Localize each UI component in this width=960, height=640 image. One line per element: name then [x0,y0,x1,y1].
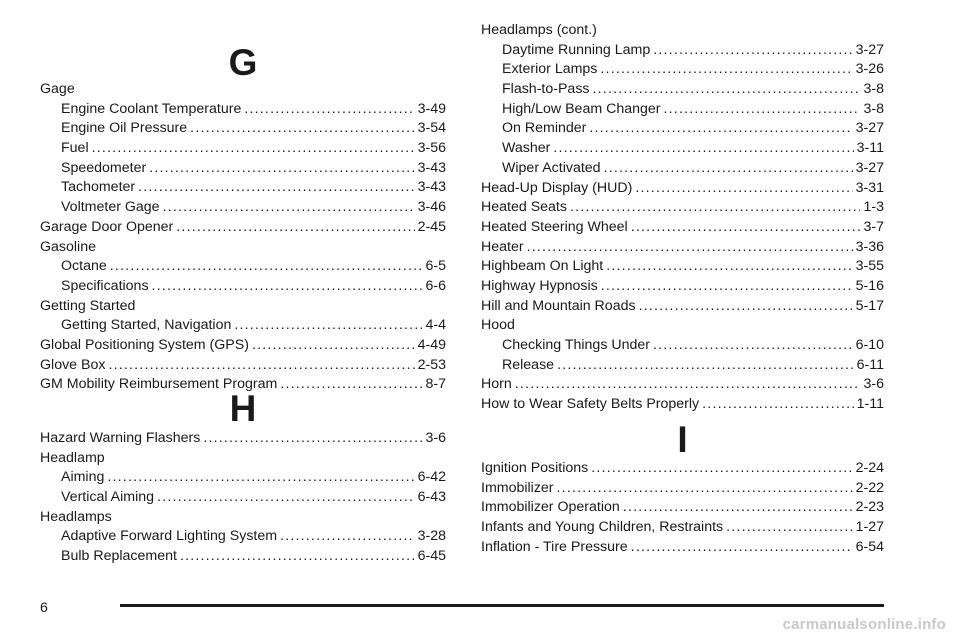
dot-leader [157,488,415,508]
index-entry [481,459,884,479]
entry-text: Checking Things Under [502,337,650,353]
index-entry [40,356,446,376]
entry-page: 6-42 [417,469,446,486]
index-subentry [40,547,446,567]
index-entry [481,375,884,395]
footer-rule [120,604,884,607]
entry-text: Heated Seats [481,199,567,216]
index-subentry [40,527,446,547]
entry-page: 3-28 [417,528,446,545]
dot-leader [176,218,414,238]
entry-page: 3-27 [855,120,884,137]
entry-page: 6-54 [855,538,884,555]
watermark: carmanualsonline.info [782,616,946,633]
dot-leader [557,479,853,499]
entry-page: 5-16 [855,277,884,294]
index-subentry [481,41,884,61]
index-entry [481,498,884,518]
entry-page: 3-46 [417,199,446,216]
dot-leader [234,316,422,336]
entry-page: 6-11 [856,356,884,373]
index-heading: Getting Started [40,297,136,314]
dot-leader [163,198,415,218]
index-entry [481,277,884,297]
index-subentry [40,277,446,297]
entry-text: Washer [502,140,551,157]
entry-page: 3-55 [855,258,884,275]
dot-leader [600,60,852,80]
index-subentry [481,80,884,100]
dot-leader [664,100,861,120]
entry-text: Ignition Positions [481,460,589,476]
entry-page: 2-53 [417,356,446,373]
entry-text: Speedometer [61,159,147,176]
dot-leader [639,297,853,317]
entry-page: 3-43 [417,159,446,176]
entry-text: Exterior Lamps [502,61,598,78]
dot-leader [108,356,414,376]
page-number: 6 [40,600,48,616]
entry-text: Horn [481,376,512,393]
index-entry [481,218,884,238]
entry-page: 4-4 [425,317,446,334]
entry-page: 3-8 [863,81,884,98]
entry-page: 6-6 [425,277,446,294]
entry-text: Tachometer [61,179,136,196]
dot-leader [589,119,852,139]
entry-page: 3-54 [417,120,446,137]
entry-text: Head-Up Display (HUD) [481,179,633,196]
index-subentry [40,468,446,488]
dot-leader [702,395,854,415]
entry-text: Highbeam On Light [481,258,604,275]
index-subentry [481,60,884,80]
entry-text: On Reminder [502,120,587,137]
entry-text: Inflation - Tire Pressure [481,538,628,555]
entry-text: Wiper Activated [502,159,601,176]
index-entry [481,198,884,218]
index-subentry [40,198,446,218]
entry-page: 2-22 [855,479,884,496]
index-list [481,459,884,557]
entry-text: Glove Box [40,356,106,373]
entry-text: Specifications [61,277,149,294]
entry-text: GM Mobility Reimbursement Program [40,376,278,393]
dot-leader [604,159,853,179]
section-letter: G [228,42,258,83]
entry-text: Engine Coolant Temperature [61,100,242,117]
index-entry [481,518,884,538]
dot-leader [107,468,414,488]
dot-leader [601,277,853,297]
entry-text: Engine Oil Pressure [61,120,188,137]
entry-page: 6-45 [417,548,446,565]
dot-leader [606,257,852,277]
index-subentry [40,257,446,277]
dot-leader [138,178,414,198]
entry-page: 3-7 [863,218,884,235]
entry-page: 1-27 [855,519,884,536]
dot-leader [635,179,852,199]
entry-text: Getting Started, Navigation [61,317,232,334]
dot-leader [631,538,853,558]
entry-page: 3-31 [855,179,884,196]
dot-leader [203,429,422,449]
dot-leader [653,41,852,61]
entry-text: Aiming [61,469,105,486]
entry-page: 3-6 [863,376,884,393]
index-entry [481,238,884,258]
index-entry [481,395,884,415]
entry-text: Heated Steering Wheel [481,218,628,235]
entry-page: 1-11 [856,396,884,413]
index-subentry [40,100,446,120]
dot-leader [515,375,861,395]
entry-page: 3-6 [425,430,446,446]
entry-text: High/Low Beam Changer [502,100,661,117]
entry-text: Voltmeter Gage [61,199,160,216]
index-heading: Gage [40,81,75,97]
dot-leader [92,139,415,159]
entry-page: 2-24 [855,460,884,476]
index-heading: Headlamp [40,449,105,466]
index-entry [40,336,446,356]
index-entry [481,538,884,558]
index-subentry [481,139,884,159]
dot-leader [190,119,414,139]
index-subentry [481,336,884,356]
index-list [40,429,446,567]
index-heading: Hood [481,317,515,334]
entry-page: 6-5 [425,258,446,275]
entry-text: Hill and Mountain Roads [481,297,636,314]
dot-leader [553,139,853,159]
entry-text: How to Wear Safety Belts Properly [481,396,700,413]
index-entry [481,479,884,499]
index-subentry [40,488,446,508]
dot-leader [152,277,423,297]
index-subentry [40,159,446,179]
dot-leader [631,218,861,238]
entry-page: 3-8 [863,100,884,117]
entry-text: Global Positioning System (GPS) [40,336,249,353]
entry-text: Adaptive Forward Lighting System [61,528,278,545]
entry-text: Daytime Running Lamp [502,41,651,58]
entry-page: 3-43 [417,179,446,196]
entry-page: 1-3 [863,199,884,216]
entry-text: Bulb Replacement [61,548,177,565]
dot-leader [570,198,861,218]
index-heading: Gasoline [40,238,96,255]
index-list [40,80,446,395]
index-subentry [40,119,446,139]
entry-page: 3-56 [417,140,446,157]
entry-page: 4-49 [417,336,446,353]
index-subentry [40,139,446,159]
dot-leader [280,527,415,547]
entry-text: Vertical Aiming [61,489,155,506]
entry-page: 2-45 [417,218,446,235]
index-subentry [40,178,446,198]
entry-text: Release [502,356,555,373]
entry-text: Heater [481,238,524,255]
entry-text: Flash-to-Pass [502,81,590,98]
index-subentry [481,100,884,120]
entry-text: Infants and Young Children, Restraints [481,519,724,536]
entry-page: 2-23 [855,499,884,516]
entry-page: 3-26 [855,61,884,78]
entry-text: Immobilizer Operation [481,499,620,516]
dot-leader [591,459,852,479]
index-list [481,21,884,415]
entry-text: Octane [61,258,107,275]
entry-page: 8-7 [425,376,446,393]
entry-page: 3-27 [855,159,884,176]
index-subentry [481,159,884,179]
index-entry [40,429,446,449]
entry-page: 6-10 [855,337,884,353]
dot-leader [252,336,415,356]
section-letter: I [677,419,688,460]
entry-text: Fuel [61,140,89,157]
dot-leader [244,100,414,120]
entry-page: 3-49 [417,100,446,117]
entry-page: 6-43 [417,489,446,506]
index-subentry [40,316,446,336]
dot-leader [557,356,854,376]
index-entry [481,257,884,277]
index-entry [481,297,884,317]
section-letter: H [229,388,257,429]
entry-page: 3-11 [856,140,884,157]
entry-text: Highway Hypnosis [481,277,598,294]
entry-text: Immobilizer [481,479,554,496]
dot-leader [110,257,423,277]
index-subentry [481,119,884,139]
entry-page: 3-36 [855,238,884,255]
entry-text: Garage Door Opener [40,218,174,235]
entry-text: Hazard Warning Flashers [40,430,201,446]
entry-page: 5-17 [855,297,884,314]
dot-leader [180,547,415,567]
index-entry [481,179,884,199]
index-heading: Headlamps [40,508,112,525]
dot-leader [593,80,861,100]
dot-leader [653,336,853,356]
dot-leader [623,498,853,518]
index-subentry [481,356,884,376]
dot-leader [149,159,414,179]
index-heading-continued: Headlamps (cont.) [481,22,597,38]
entry-page: 3-27 [855,41,884,58]
index-entry [40,218,446,238]
dot-leader [726,518,852,538]
dot-leader [527,238,853,258]
